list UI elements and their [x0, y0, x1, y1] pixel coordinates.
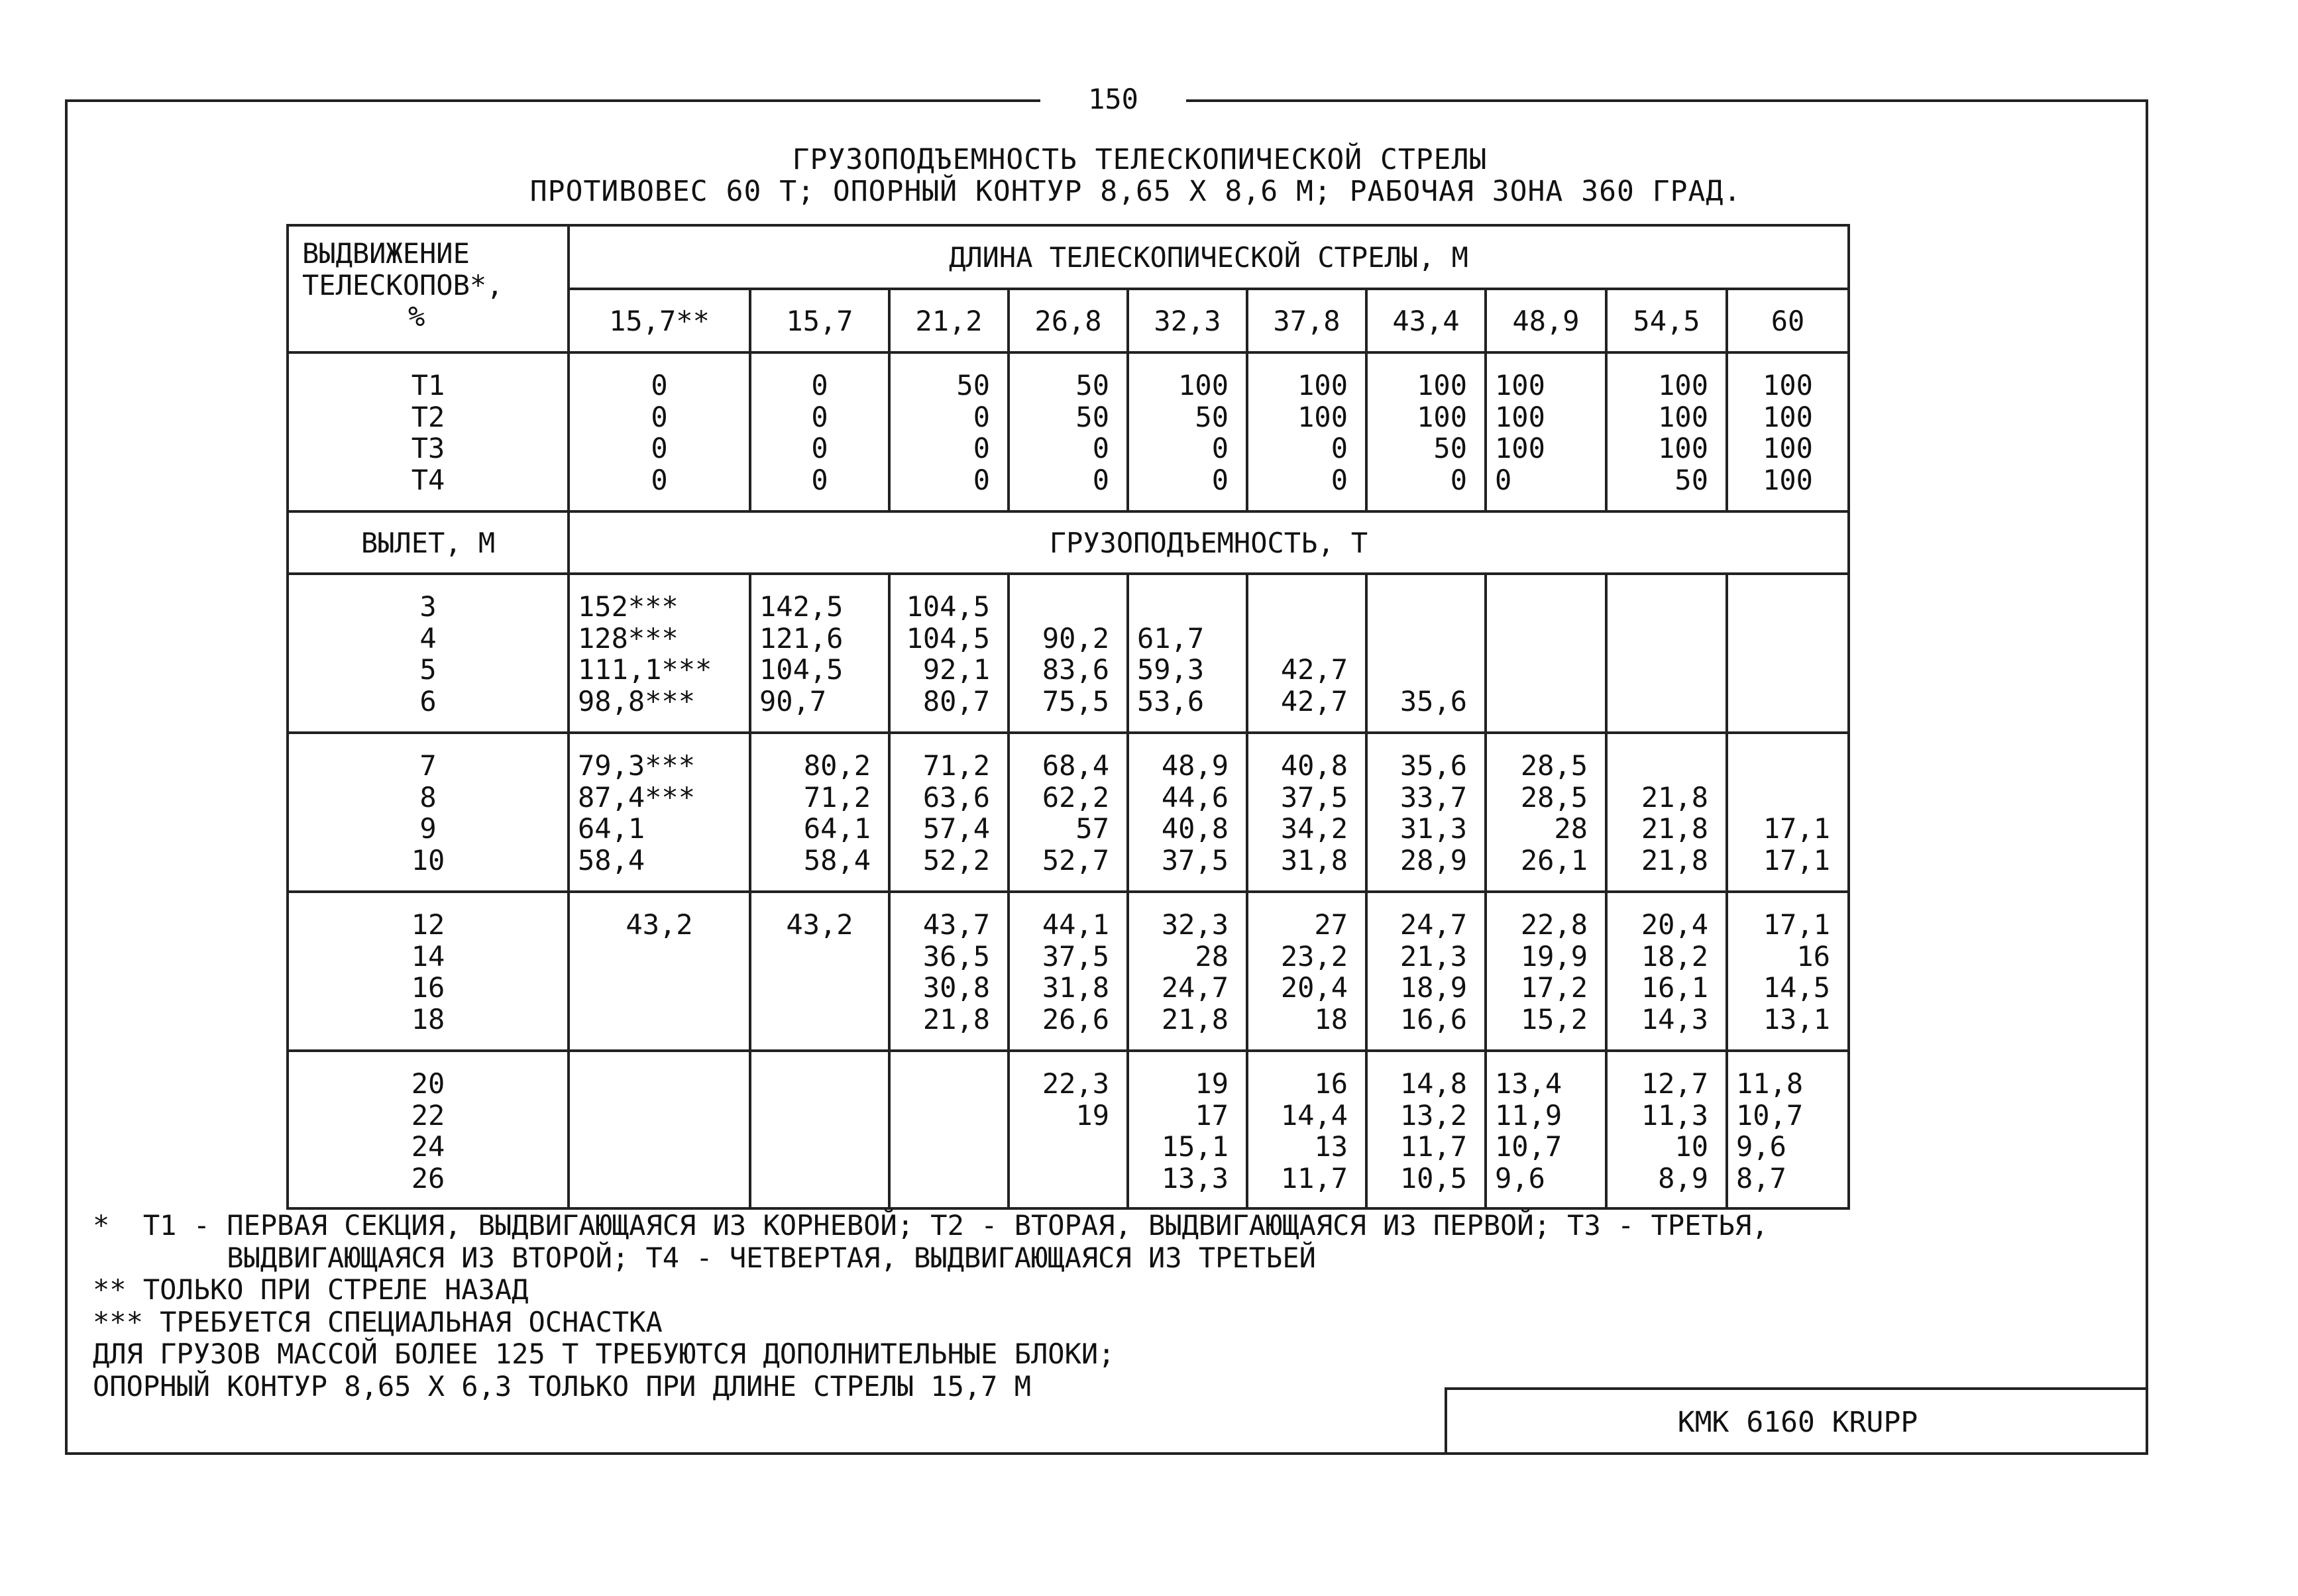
capacity-cell [569, 1051, 750, 1208]
radius-values: 3 4 5 6 [288, 574, 569, 733]
capacity-cell: 61,7 59,3 53,6 [1128, 574, 1247, 733]
footnotes [93, 1210, 1769, 1403]
capacity-cell: 43,7 36,5 30,8 21,8 [889, 892, 1009, 1051]
capacity-cell [1606, 574, 1727, 733]
extension-cell: 100 100 100 0 [1486, 352, 1606, 511]
capacity-cell: 21,8 21,8 21,8 [1606, 733, 1727, 892]
capacity-cell: 68,4 62,2 57 52,7 [1009, 733, 1128, 892]
telescope-labels: Т1 Т2 Т3 Т4 [288, 352, 569, 511]
capacity-cell: 14,8 13,2 11,7 10,5 [1366, 1051, 1486, 1208]
capacity-cell: 27 23,2 20,4 18 [1247, 892, 1366, 1051]
capacity-cell: 20,4 18,2 16,1 14,3 [1606, 892, 1727, 1051]
length-cell: 15,7 [750, 289, 889, 352]
capacity-cell [750, 1051, 889, 1208]
footnote-line: ДЛЯ ГРУЗОВ МАССОЙ БОЛЕЕ 125 Т ТРЕБУЮТСЯ ДОПОЛНИТЕЛЬНЫЕ БЛОКИ; [93, 1338, 1115, 1370]
capacity-cell: 17,1 17,1 [1727, 733, 1849, 892]
capacity-cell [1486, 574, 1606, 733]
capacity-cell: 17,1 16 14,5 13,1 [1727, 892, 1849, 1051]
capacity-cell: 40,8 37,5 34,2 31,8 [1247, 733, 1366, 892]
capacity-cell: 11,8 10,7 9,6 8,7 [1727, 1051, 1849, 1208]
boom-length-header: ДЛИНА ТЕЛЕСКОПИЧЕСКОЙ СТРЕЛЫ, М [569, 225, 1849, 289]
extension-cell: 0 0 0 0 [569, 352, 750, 511]
capacity-cell: 12,7 11,3 10 8,9 [1606, 1051, 1727, 1208]
extension-header: ВЫДВИЖЕНИЕ ТЕЛЕСКОПОВ*, % [288, 225, 569, 352]
radius-header: ВЫЛЕТ, М [288, 511, 569, 574]
load-capacity-table [286, 224, 1850, 1210]
extension-cell: 100 100 50 0 [1366, 352, 1486, 511]
capacity-header: ГРУЗОПОДЪЕМНОСТЬ, Т [569, 511, 1849, 574]
length-cell: 60 [1727, 289, 1849, 352]
capacity-cell: 142,5 121,6 104,5 90,7 [750, 574, 889, 733]
table-subtitle: ПРОТИВОВЕС 60 Т; ОПОРНЫЙ КОНТУР 8,65 Х 8,6 М; РАБОЧАЯ ЗОНА 360 ГРАД. [529, 175, 1742, 208]
length-cell: 48,9 [1486, 289, 1606, 352]
footnote-line: *** ТРЕБУЕТСЯ СПЕЦИАЛЬНАЯ ОСНАСТКА [93, 1305, 663, 1338]
length-cell: 26,8 [1009, 289, 1128, 352]
capacity-cell: 35,6 33,7 31,3 28,9 [1366, 733, 1486, 892]
footnote-line: ** ТОЛЬКО ПРИ СТРЕЛЕ НАЗАД [93, 1273, 529, 1306]
length-cell: 54,5 [1606, 289, 1727, 352]
table-row [288, 892, 1849, 1051]
capacity-cell: 48,9 44,6 40,8 37,5 [1128, 733, 1247, 892]
telescope-extension-row [288, 352, 1849, 511]
capacity-cell: 104,5 104,5 92,1 80,7 [889, 574, 1009, 733]
table-title: ГРУЗОПОДЪЕМНОСТЬ ТЕЛЕСКОПИЧЕСКОЙ СТРЕЛЫ [792, 143, 1488, 176]
capacity-cell: 32,3 28 24,7 21,8 [1128, 892, 1247, 1051]
capacity-cell: 43,2 [750, 892, 889, 1051]
capacity-cell: 71,2 63,6 57,4 52,2 [889, 733, 1009, 892]
table-row [288, 1051, 1849, 1208]
radius-values: 12 14 16 18 [288, 892, 569, 1051]
capacity-cell: 35,6 [1366, 574, 1486, 733]
capacity-cell: 19 17 15,1 13,3 [1128, 1051, 1247, 1208]
extension-cell: 100 50 0 0 [1128, 352, 1247, 511]
capacity-cell: 80,2 71,2 64,1 58,4 [750, 733, 889, 892]
extension-cell: 100 100 0 0 [1247, 352, 1366, 511]
extension-cell: 100 100 100 50 [1606, 352, 1727, 511]
model-stamp: КМК 6160 KRUPP [1677, 1406, 1918, 1439]
capacity-cell: 42,7 42,7 [1247, 574, 1366, 733]
length-cell: 37,8 [1247, 289, 1366, 352]
capacity-cell: 79,3*** 87,4*** 64,1 58,4 [569, 733, 750, 892]
length-cell: 21,2 [889, 289, 1009, 352]
capacity-cell: 22,8 19,9 17,2 15,2 [1486, 892, 1606, 1051]
extension-cell: 100 100 100 100 [1727, 352, 1849, 511]
footnote-line: ВЫДВИГАЮЩАЯСЯ ИЗ ВТОРОЙ; Т4 - ЧЕТВЕРТАЯ, ВЫДВИГАЮЩАЯСЯ ИЗ ТРЕТЬЕЙ [93, 1241, 1316, 1274]
capacity-cell: 43,2 [569, 892, 750, 1051]
capacity-cell [1727, 574, 1849, 733]
capacity-cell: 13,4 11,9 10,7 9,6 [1486, 1051, 1606, 1208]
table-row [288, 574, 1849, 733]
capacity-cell: 28,5 28,5 28 26,1 [1486, 733, 1606, 892]
table-row [288, 733, 1849, 892]
capacity-cell: 16 14,4 13 11,7 [1247, 1051, 1366, 1208]
capacity-cell: 90,2 83,6 75,5 [1009, 574, 1128, 733]
length-cell: 43,4 [1366, 289, 1486, 352]
capacity-cell: 44,1 37,5 31,8 26,6 [1009, 892, 1128, 1051]
extension-cell: 50 0 0 0 [889, 352, 1009, 511]
capacity-cell: 22,3 19 [1009, 1051, 1128, 1208]
capacity-cell: 152*** 128*** 111,1*** 98,8*** [569, 574, 750, 733]
extension-cell: 0 0 0 0 [750, 352, 889, 511]
extension-cell: 50 50 0 0 [1009, 352, 1128, 511]
radius-values: 7 8 9 10 [288, 733, 569, 892]
footnote-line: * Т1 - ПЕРВАЯ СЕКЦИЯ, ВЫДВИГАЮЩАЯСЯ ИЗ КОРНЕВОЙ; Т2 - ВТОРАЯ, ВЫДВИГАЮЩАЯСЯ ИЗ ПЕРВОЙ; Т3 - ТРЕТЬЯ, [93, 1209, 1769, 1242]
page-number: 150 [1040, 80, 1186, 119]
footnote-line: ОПОРНЫЙ КОНТУР 8,65 Х 6,3 ТОЛЬКО ПРИ ДЛИНЕ СТРЕЛЫ 15,7 М [93, 1369, 1032, 1403]
capacity-cell [889, 1051, 1009, 1208]
capacity-cell: 24,7 21,3 18,9 16,6 [1366, 892, 1486, 1051]
length-cell: 32,3 [1128, 289, 1247, 352]
length-cell: 15,7** [569, 289, 750, 352]
radius-values: 20 22 24 26 [288, 1051, 569, 1208]
